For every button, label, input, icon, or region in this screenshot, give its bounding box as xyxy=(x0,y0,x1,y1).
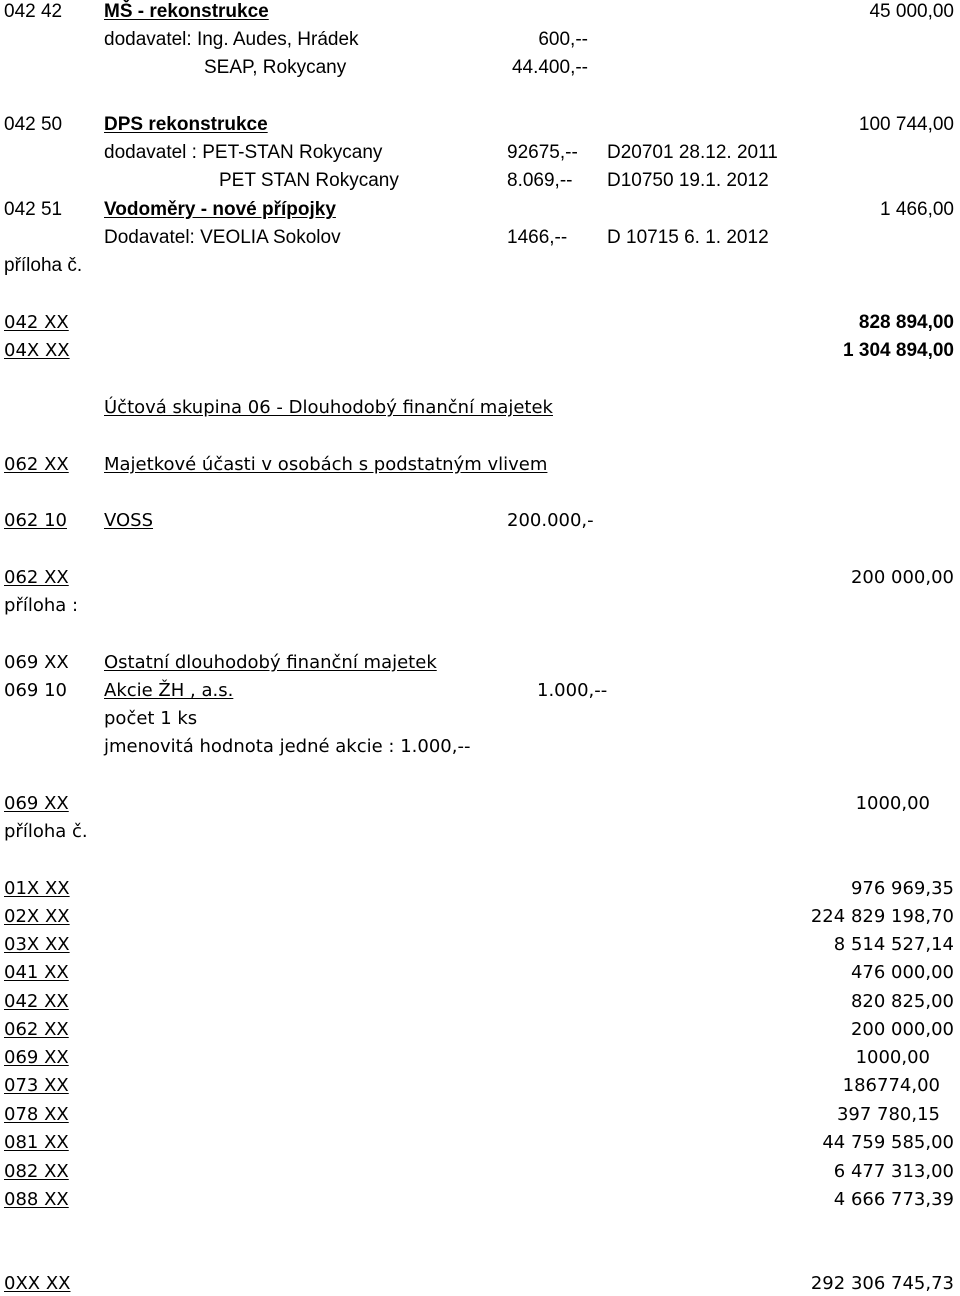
grand-total-code: 0XX XX xyxy=(4,1273,71,1294)
account-code: 042 51 xyxy=(4,199,63,220)
invoice-ref: D20701 28.12. 2011 xyxy=(607,142,778,163)
supplier-line: dodavatel : PET-STAN Rokycany xyxy=(104,142,383,163)
summary-value: 8 514 527,14 xyxy=(833,934,954,955)
account-title: Vodoměry - nové přípojky xyxy=(104,199,336,220)
summary-value: 200 000,00 xyxy=(850,1019,954,1040)
subtotal-value: 828 894,00 xyxy=(858,312,954,333)
summary-value: 44 759 585,00 xyxy=(822,1132,954,1153)
account-code: 069 XX xyxy=(4,793,69,814)
account-title: MŠ - rekonstrukce xyxy=(104,1,269,22)
account-title: Majetkové účasti v osobách s podstatným vlivem xyxy=(104,454,548,475)
summary-value: 6 477 313,00 xyxy=(833,1161,954,1182)
summary-code: 062 XX xyxy=(4,1019,69,1040)
summary-value: 224 829 198,70 xyxy=(810,906,954,927)
summary-code: 03X XX xyxy=(4,934,70,955)
account-title: VOSS xyxy=(104,510,154,531)
grand-total-value: 292 306 745,73 xyxy=(810,1273,954,1294)
supplier-amount: 600,-- xyxy=(538,29,588,50)
account-amount: 200.000,- xyxy=(507,510,594,531)
supplier-amount: 44.400,-- xyxy=(511,57,588,78)
account-total: 1 466,00 xyxy=(880,199,954,220)
account-code: 042 42 xyxy=(4,1,63,22)
section-heading: Účtová skupina 06 - Dlouhodobý finanční majetek xyxy=(104,397,553,418)
summary-code: 081 XX xyxy=(4,1132,69,1153)
summary-value: 976 969,35 xyxy=(850,878,954,899)
attachment-note: příloha č. xyxy=(4,821,88,842)
account-total: 45 000,00 xyxy=(869,1,954,22)
subtotal-code: 042 XX xyxy=(4,312,69,333)
account-code: 069 10 xyxy=(4,680,67,701)
account-total: 200 000,00 xyxy=(850,567,954,588)
detail-line: počet 1 ks xyxy=(104,708,198,729)
summary-code: 073 XX xyxy=(4,1075,69,1096)
summary-code: 088 XX xyxy=(4,1189,69,1210)
summary-value: 4 666 773,39 xyxy=(833,1189,954,1210)
invoice-ref: D10750 19.1. 2012 xyxy=(607,170,769,191)
supplier-line: dodavatel: Ing. Audes, Hrádek xyxy=(104,29,359,50)
detail-line: jmenovitá hodnota jedné akcie : 1.000,-- xyxy=(104,736,471,757)
summary-code: 042 XX xyxy=(4,991,69,1012)
account-total: 1000,00 xyxy=(855,793,930,814)
supplier-line: Dodavatel: VEOLIA Sokolov xyxy=(104,227,341,248)
attachment-note: příloha č. xyxy=(4,255,83,276)
summary-code: 041 XX xyxy=(4,962,69,983)
account-title: Ostatní dlouhodobý finanční majetek xyxy=(104,652,437,673)
summary-code: 078 XX xyxy=(4,1104,69,1125)
account-title: Akcie ŽH , a.s. xyxy=(104,680,234,701)
supplier-line: PET STAN Rokycany xyxy=(219,170,399,191)
invoice-ref: D 10715 6. 1. 2012 xyxy=(607,227,769,248)
account-code: 042 50 xyxy=(4,114,63,135)
summary-code: 01X XX xyxy=(4,878,70,899)
summary-value: 397 780,15 xyxy=(836,1104,940,1125)
summary-value: 186774,00 xyxy=(842,1075,940,1096)
subtotal-code: 04X XX xyxy=(4,340,70,361)
subtotal-value: 1 304 894,00 xyxy=(843,340,954,361)
supplier-line: SEAP, Rokycany xyxy=(204,57,347,78)
supplier-amount: 92675,-- xyxy=(507,142,578,163)
account-code: 062 XX xyxy=(4,454,69,475)
summary-value: 820 825,00 xyxy=(850,991,954,1012)
account-code: 069 XX xyxy=(4,652,69,673)
summary-value: 1000,00 xyxy=(855,1047,930,1068)
summary-code: 02X XX xyxy=(4,906,70,927)
supplier-amount: 8.069,-- xyxy=(507,170,573,191)
account-total: 100 744,00 xyxy=(858,114,954,135)
account-title: DPS rekonstrukce xyxy=(104,114,268,135)
summary-value: 476 000,00 xyxy=(850,962,954,983)
attachment-note: příloha : xyxy=(4,595,79,616)
account-code: 062 10 xyxy=(4,510,67,531)
account-code: 062 XX xyxy=(4,567,69,588)
supplier-amount: 1466,-- xyxy=(507,227,568,248)
summary-code: 069 XX xyxy=(4,1047,69,1068)
summary-code: 082 XX xyxy=(4,1161,69,1182)
account-amount: 1.000,-- xyxy=(537,680,608,701)
